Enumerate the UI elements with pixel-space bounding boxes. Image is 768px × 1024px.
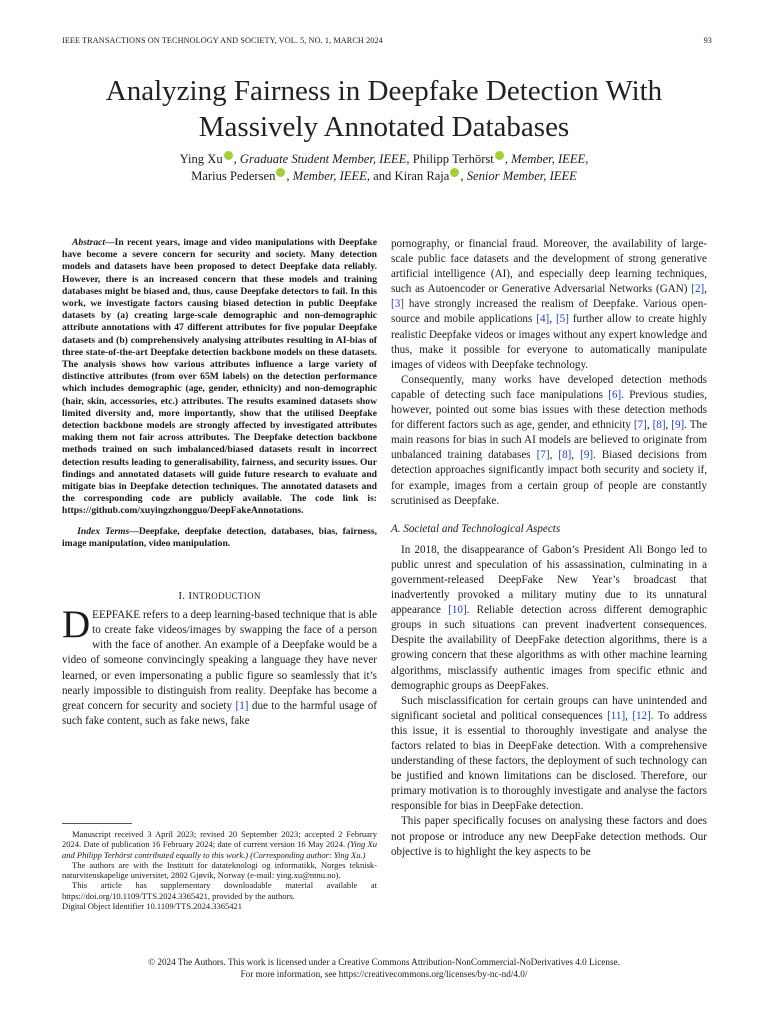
paragraph-text: Consequently, many works have developed detection methods capable of detecting such face manipulations [391,373,707,401]
paragraph-text: . Biased decisions from detection approaches significantly impact both security and society if, for example, images from a certain group of people are constantly scrutinised as Deepfake. [391,449,708,507]
citation-link[interactable]: [12] [632,709,651,722]
author-name: Marius Pedersen [191,169,276,183]
intro-paragraph-1-cont: pornography, or financial fraud. Moreover, the availability of large-scale public face datasets and the development of strong generative artificial intelligence (AI), and especially deep learning techniques, such as Autoencoder or Generative Adversarial Networks (GAN) [2], [3] have strongly increased the realism of Deepfake. Various open-source and mobile applications [4], [5] further allow to create highly realistic Deepfake videos or images without any expert knowledge and thus, make it possible for everyone to automatically manipulate images of videos with Deepfake technology. [391,238,708,371]
paragraph-text: . The main reasons for bias in such AI models are believed to originate from unbalanced training databases [391,419,708,462]
abstract-text: —In recent years, image and video manipulations with Deepfake have become a severe concern for security and society. Many detection models and datasets have been proposed to detect Deepfake data reliably. However, there is an increased concern that these models and training databases might be biased and, thus, cause Deepfake detectors to fail. In this work, we investigate factors causing biased detection in public Deepfake datasets by (a) creating large-scale demographic and non-demographic attribute annotations with 47 different attributes for five popular Deepfake datasets and (b) comprehensively analysing attributes resulting in AI-bias of three state-of-the-art Deepfake detection backbone models on these datasets. The analysis shows how various attributes influence a large variety of distinctive attributes (from over 65M labels) on the detection performance which includes demographic (age, gender, ethnicity) and non-demographic (hair, skin, accessories, etc.) attributes. The results examined datasets show limited diversity and, more importantly, show that the utilised Deepfake detection backbone models are strongly affected by investigated attributes making them not fair across attributes. The Deepfake detection backbone methods trained on such imbalanced/biased datasets result in incorrect detection results leading to generalisability, fairness, and security issues. Our findings and annotated datasets will guide future research to evaluate and mitigate bias in Deepfake detection techniques. The annotated datasets and the corresponding code are publicly available. The code link is: https://github.com/xuyingzhongguo/DeepFakeAnnotations. [62,237,377,517]
paragraph-text: due to the harmful usage of such fake content, such as fake news, fake [62,699,377,727]
citation-link[interactable]: [7] [536,449,550,462]
orcid-icon[interactable] [224,151,233,160]
journal-name: IEEE TRANSACTIONS ON TECHNOLOGY AND SOCIETY, VOL. 5, NO. 1, MARCH 2024 [62,36,383,45]
section-heading-introduction [62,589,377,604]
subsection-paragraph-1 [391,543,707,694]
title-line-2: Massively Annotated Databases [198,111,570,143]
footnote-doi: Digital Object Identifier 10.1109/TTS.2024.3365421 [62,901,243,912]
subsection-heading: A. Societal and Technological Aspects [391,522,561,535]
paragraph-text: further allow to create highly realistic Deepfake videos or images without any expert knowledge and thus, make it possible for everyone to automatically manipulate images of videos with Deepfake technology. [391,313,708,371]
author-role: Member, IEEE [511,152,586,166]
author-role: Senior Member, IEEE [466,169,577,183]
footnote-affiliation: The authors are with the Institutt for datateknologi og informatikk, Norges teknisk-naturvitenskapelige universitet, 2802 Gjøvik, Norway (e-mail: ying.xu@ntnu.no). [62,859,377,881]
orcid-icon[interactable] [495,151,504,160]
intro-paragraph-1 [62,603,377,729]
footnote-dates [62,829,377,860]
section-title-rest: NTRODUCTION [192,591,261,602]
subsection-paragraph-2: Such misclassification for certain groups can have unintended and significant societal and political consequences [11], [12]. To address this issue, it is essential to thoroughly investigate and analyse the factors related to bias in DeepFake detection. With a comprehensive understanding of these factors, the deployment of such technology can be justified and known limitations can be disclosed. Therefore, our primary motivation is to thoroughly investigate and analyse the factors responsible for bias in DeepFake detection. [391,694,707,813]
paragraph-text: This paper specifically focuses on analysing these factors and does not propose or introduce any new DeepFake detection methods. Our objective is to highlight the key aspects to be [391,815,707,858]
index-terms-text: —Deepfake, deepfake detection, databases, bias, fairness, image manipulation, video manipulation. [62,525,377,549]
title-line-1: Analyzing Fairness in Deepfake Detection With [105,75,663,107]
paragraph-text: . Previous studies, however, pointed out some bias issues with these detection methods for different factors such as age, gender, and ethnicity [391,388,707,432]
subsection-paragraph-3 [391,814,707,859]
footnote-contribution: (Ying Xu and Philipp Terhörst contributed equally to this work.) (Corresponding author: Ying Xu.) [62,839,377,860]
author-role: Member, IEEE [292,169,367,183]
drop-cap: D [62,603,91,647]
author-role: Graduate Student Member, IEEE [239,152,407,166]
left-column [62,237,377,729]
right-column [391,237,707,860]
orcid-icon[interactable] [276,168,285,177]
license-line-1: © 2024 The Authors. This work is licensed under a Creative Commons Attribution-NonCommercial-NoDerivatives 4.0 License. [148,957,620,967]
paragraph-text: . To address this issue, it is essential to thoroughly investigate and analyse the factors related to bias in DeepFake detection. With a comprehensive understanding of these factors, the deployment of such technology can be justified and known limitations can be disclosed. Therefore, our primary motivation is to thoroughly investigate and analyse the factors responsible for bias in DeepFake detection. [391,709,707,813]
license-notice [40,957,728,980]
section-title-initial: I [188,590,193,603]
citation-link[interactable]: [9] [580,449,594,462]
paragraph-text: have strongly increased the realism of Deepfake. Various open-source and mobile applications [391,298,707,326]
paragraph-text: Such misclassification for certain groups can have unintended and significant societal and political consequences [391,694,707,722]
section-number: I. [178,590,186,603]
footnote-rule [62,823,132,824]
author-name: Ying Xu [179,152,223,166]
license-line-2: For more information, see https://creativecommons.org/licenses/by-nc-nd/4.0/ [240,968,528,979]
citation-link[interactable]: [4] [536,313,550,326]
citation-link[interactable]: [10] [448,604,467,617]
author-name: Kiran Raja [394,169,450,183]
paper-title [40,73,728,145]
author-name: Philipp Terhörst [412,152,494,166]
citation-link[interactable]: [1] [235,699,249,712]
orcid-icon[interactable] [450,168,459,177]
citation-link[interactable]: [2] [691,283,705,296]
citation-link[interactable]: [11] [607,709,626,722]
citation-link[interactable]: [7] [633,419,647,432]
paragraph-text: In 2018, the disappearance of Gabon’s President Ali Bongo led to public unrest and speculation of his assassination, culminating in a government-released DeepFake New Year’s broadcast that inadvertently provoked a military mutiny due to its unnatural appearance [391,543,707,617]
index-terms [62,526,377,550]
running-head [62,36,712,48]
citation-link[interactable]: [9] [671,419,685,432]
abstract-label: Abstract [72,237,106,248]
abstract [62,237,377,518]
paragraph-text: . Reliable detection across different demographic groups in such situations can prevent inadvertent consequences. Despite the availability of DeepFake detection algorithms, there is a growing concern that these algorithms as with other machine learning algorithms, misclassify authentic images from specific ethnic and demographic groups as DeepFakes. [391,604,708,692]
author-list: Ying Xu , Graduate Student Member, IEEE, Philipp Terhörst , Member, IEEE, Marius Pedersen , Member, IEEE, and Kiran Raja , Senior Member, IEEE [179,152,589,183]
citation-link[interactable]: [8] [558,449,572,462]
citation-link[interactable]: [3] [391,298,404,311]
footnote-supplement: This article has supplementary downloadable material available at https://doi.org/10.1109/TTS.2024.3365421, provided by the authors. [62,880,377,901]
index-terms-label: Index Terms [77,525,130,537]
citation-link[interactable]: [8] [652,419,666,432]
author-conjunction: and [373,169,392,183]
page-number: 93 [703,36,712,45]
footnote [62,829,377,911]
intro-paragraph-2: Consequently, many works have developed detection methods capable of detecting such face manipulations [6]. Previous studies, however, pointed out some bias issues with these detection methods for different factors such as age, gender, and ethnicity [7], [8], [9]. The main reasons for bias in such AI models are believed to originate from unbalanced training databases [7], [8], [9]. Biased decisions from detection approaches significantly impact both security and society if, for example, images from a certain group of people are constantly scrutinised as Deepfake. [391,373,708,507]
citation-link[interactable]: [5] [555,313,569,326]
paragraph-text: EEPFAKE refers to a deep learning-based technique that is able to create fake videos/images by swapping the face of a person with the face of another. An example of a Deepfake would be a video of someone convincingly speaking a language they have never learned, or even impersonating a public figure so seamlessly that it’s nearly impossible to distinguish from reality. Deepfake has become a great concern for security and society [62,609,377,712]
citation-link[interactable]: [6] [608,388,622,401]
footnote-text: Manuscript received 3 April 2023; revised 20 September 2023; accepted 2 February 2024. Date of publication 16 February 2024; date of current version 16 May 2024. [62,829,377,850]
paragraph-text: pornography, or financial fraud. Moreover, the availability of large-scale public face datasets and the development of strong generative artificial intelligence (AI), and especially deep learning techniques, such as Autoencoder or Generative Adversarial Networks (GAN) [391,238,707,296]
